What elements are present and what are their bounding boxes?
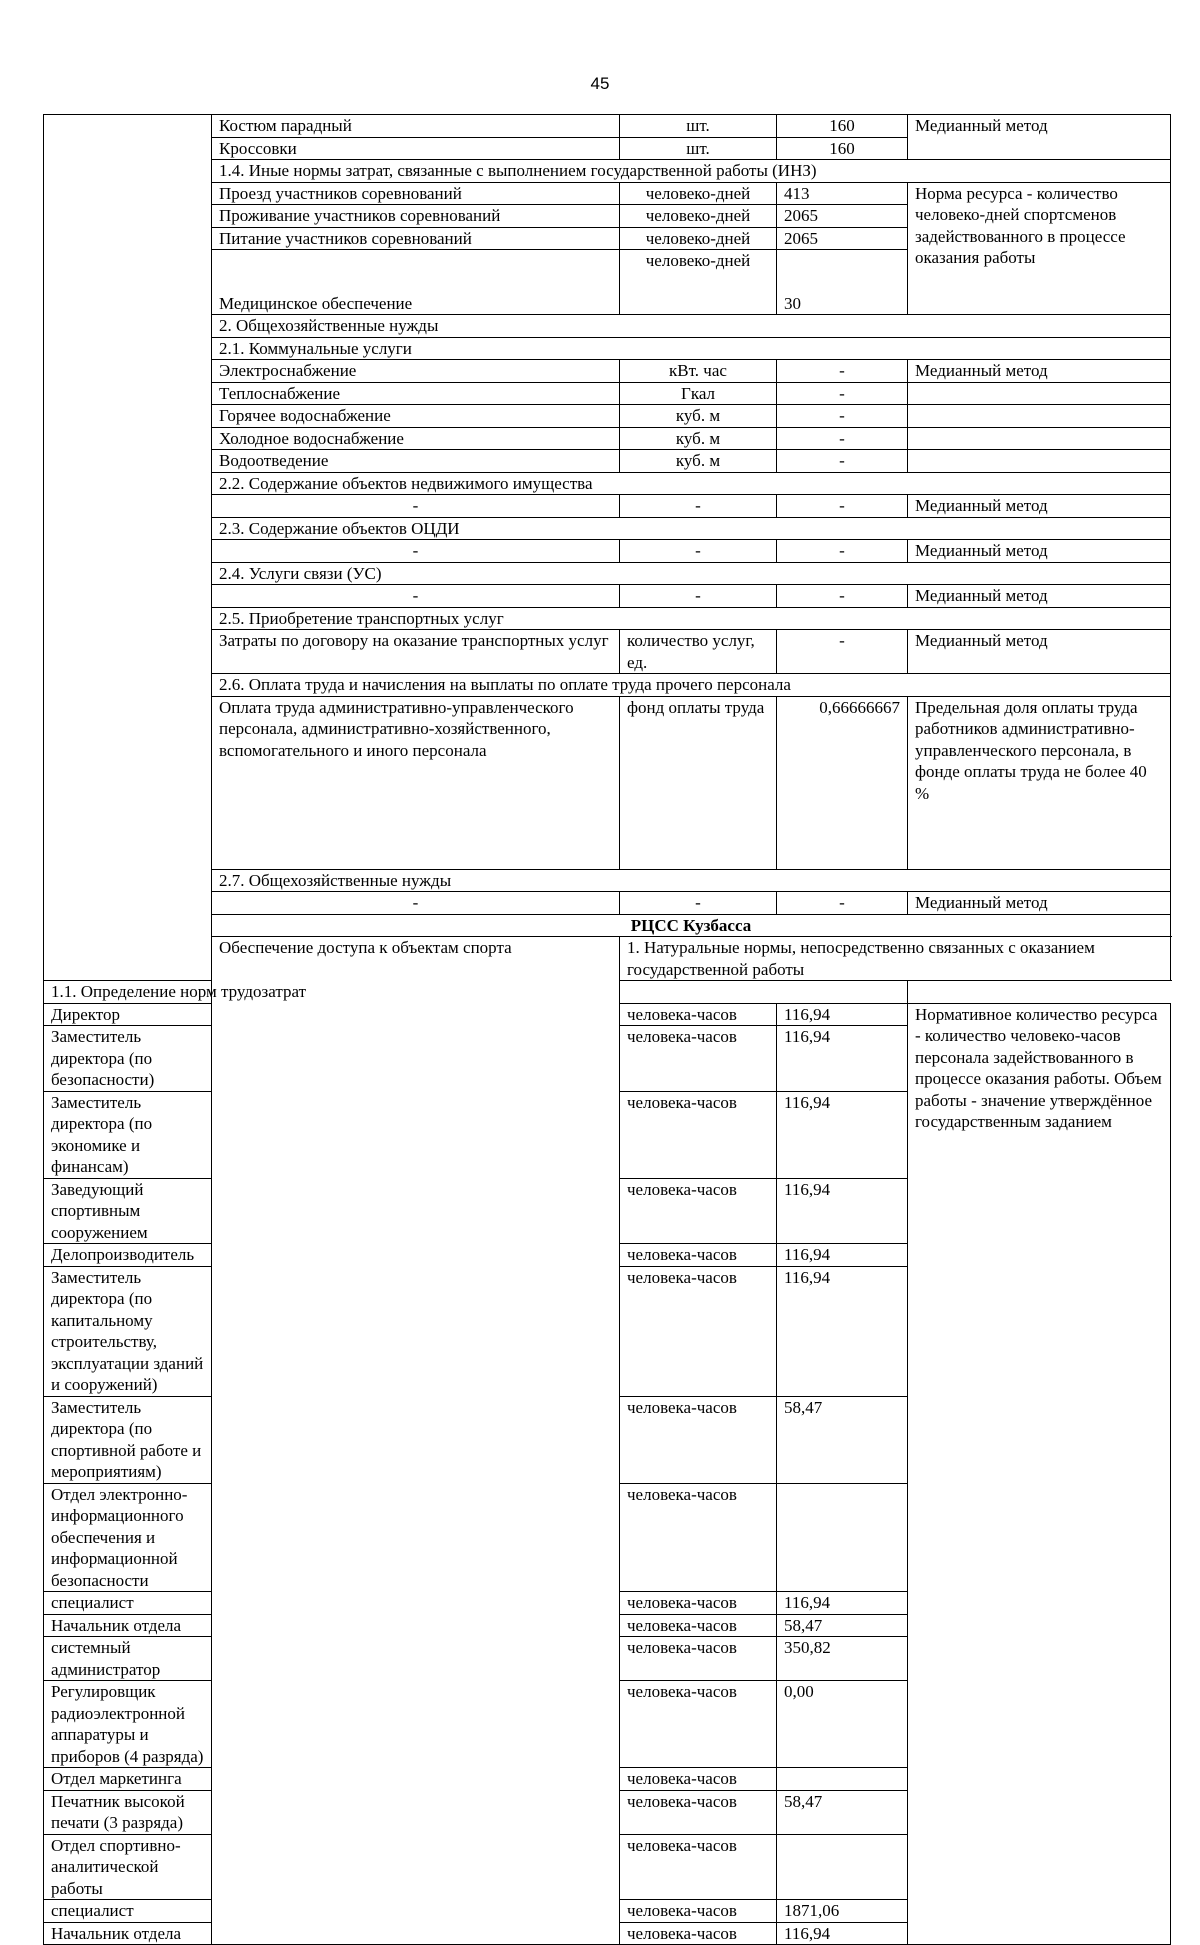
item-unit: человека-часов <box>620 1483 777 1592</box>
item-unit: куб. м <box>620 450 777 473</box>
table-row <box>44 517 1171 540</box>
item-unit: человека-часов <box>620 1768 777 1791</box>
item-unit: человека-часов <box>620 1003 777 1026</box>
item-name: Отдел спортивно-аналитической работы <box>44 1834 212 1900</box>
item-unit: человека-часов <box>620 1681 777 1768</box>
item-unit: - <box>620 892 777 915</box>
item-name: Печатник высокой печати (3 разряда) <box>44 1790 212 1834</box>
method-cell <box>908 427 1171 450</box>
subsection-heading: 2.6. Оплата труда и начисления на выплаты по оплате труда прочего персонала <box>212 674 1171 697</box>
section-heading: 2. Общехозяйственные нужды <box>212 315 1171 338</box>
item-unit: человека-часов <box>620 1592 777 1615</box>
table-row <box>44 937 1171 981</box>
table-row <box>44 182 1171 205</box>
item-value: 1871,06 <box>777 1900 908 1923</box>
item-unit: куб. м <box>620 405 777 428</box>
item-unit: шт. <box>620 137 777 160</box>
item-unit: человека-часов <box>620 1396 777 1483</box>
item-value <box>777 1768 908 1791</box>
item-value: - <box>777 892 908 915</box>
table-row <box>44 562 1171 585</box>
item-value <box>777 1834 908 1900</box>
method-cell <box>908 450 1171 473</box>
item-value: 2065 <box>777 205 908 228</box>
item-name: - <box>212 495 620 518</box>
item-name: Холодное водоснабжение <box>212 427 620 450</box>
item-value: 160 <box>777 137 908 160</box>
subsection-heading: 2.1. Коммунальные услуги <box>212 337 1171 360</box>
norms-table <box>43 114 1171 1945</box>
table-row <box>44 630 1171 674</box>
item-name: системный администратор <box>44 1637 212 1681</box>
item-value <box>777 1483 908 1592</box>
item-value: 58,47 <box>777 1790 908 1834</box>
table-row <box>44 382 1171 405</box>
item-value: - <box>777 585 908 608</box>
item-value: 116,94 <box>777 1178 908 1244</box>
table-row <box>44 360 1171 383</box>
method-cell: Медианный метод <box>908 360 1171 383</box>
item-unit: - <box>620 495 777 518</box>
item-unit: человека-часов <box>620 1244 777 1267</box>
method-cell: Медианный метод <box>908 540 1171 563</box>
subsection-heading: 2.5. Приобретение транспортных услуг <box>212 607 1171 630</box>
item-unit: человека-часов <box>620 1900 777 1923</box>
item-value: - <box>777 540 908 563</box>
item-value: 58,47 <box>777 1396 908 1483</box>
item-name: Заместитель директора (по экономике и финансам) <box>44 1091 212 1178</box>
subsection-heading: 2.3. Содержание объектов ОЦДИ <box>212 517 1171 540</box>
item-unit: человеко-дней <box>620 205 777 228</box>
section-title: РЦСС Кузбасса <box>212 914 1171 937</box>
item-name: Начальник отдела <box>44 1922 212 1945</box>
table-row <box>44 696 1171 869</box>
item-value: 116,94 <box>777 1026 908 1092</box>
item-name: Регулировщик радиоэлектронной аппаратуры и приборов (4 разряда) <box>44 1681 212 1768</box>
item-value: 0,66666667 <box>777 696 908 869</box>
item-value: - <box>777 405 908 428</box>
item-value: 116,94 <box>777 1922 908 1945</box>
item-unit: человека-часов <box>620 1091 777 1178</box>
item-name: Заместитель директора (по капитальному строительству, эксплуатации зданий и сооружений) <box>44 1266 212 1396</box>
item-value: - <box>777 360 908 383</box>
item-name: Делопроизводитель <box>44 1244 212 1267</box>
table-row <box>44 981 1171 1004</box>
method-cell: Норма ресурса - количество человеко-дней спортсменов задействованного в процессе оказания работы <box>908 182 1171 315</box>
method-cell <box>908 405 1171 428</box>
item-name: Заведующий спортивным сооружением <box>44 1178 212 1244</box>
method-cell: Медианный метод <box>908 115 1171 160</box>
item-value: 413 <box>777 182 908 205</box>
item-unit: человека-часов <box>620 1637 777 1681</box>
item-name: Отдел маркетинга <box>44 1768 212 1791</box>
item-name: Кроссовки <box>212 137 620 160</box>
item-name: - <box>212 585 620 608</box>
item-name: Проживание участников соревнований <box>212 205 620 228</box>
item-name: Затраты по договору на оказание транспортных услуг <box>212 630 620 674</box>
table-row <box>44 869 1171 892</box>
item-unit: человека-часов <box>620 1790 777 1834</box>
subsection-heading: 1.4. Иные нормы затрат, связанные с выполнением государственной работы (ИНЗ) <box>212 160 1171 183</box>
item-name: специалист <box>44 1592 212 1615</box>
item-unit: фонд оплаты труда <box>620 696 777 869</box>
category-cell-empty <box>44 115 212 981</box>
item-name: - <box>212 540 620 563</box>
item-name: Водоотведение <box>212 450 620 473</box>
item-value: 58,47 <box>777 1614 908 1637</box>
table-row <box>44 427 1171 450</box>
table-row <box>44 495 1171 518</box>
item-name: Заместитель директора (по спортивной работе и мероприятиям) <box>44 1396 212 1483</box>
table-row <box>44 540 1171 563</box>
method-cell: Медианный метод <box>908 630 1171 674</box>
item-value: 116,94 <box>777 1244 908 1267</box>
table-row <box>44 115 1171 138</box>
table-row <box>44 585 1171 608</box>
item-unit: человека-часов <box>620 1922 777 1945</box>
item-unit: - <box>620 585 777 608</box>
item-unit: человеко-дней <box>620 182 777 205</box>
subsection-heading: 2.4. Услуги связи (УС) <box>212 562 1171 585</box>
item-name: Теплоснабжение <box>212 382 620 405</box>
table-row <box>44 450 1171 473</box>
item-name: Проезд участников соревнований <box>212 182 620 205</box>
item-name: Заместитель директора (по безопасности) <box>44 1026 212 1092</box>
item-unit: человека-часов <box>620 1834 777 1900</box>
item-value: 160 <box>777 115 908 138</box>
item-name: специалист <box>44 1900 212 1923</box>
item-unit: человеко-дней <box>620 250 777 315</box>
item-name: Медицинское обеспечение <box>212 250 620 315</box>
item-name: Оплата труда административно-управленческого персонала, административно-хозяйственного, вспомогательного и иного персонала <box>212 696 620 869</box>
item-name: Питание участников соревнований <box>212 227 620 250</box>
table-row <box>44 892 1171 915</box>
item-value: 0,00 <box>777 1681 908 1768</box>
table-row <box>44 607 1171 630</box>
item-unit: Гкал <box>620 382 777 405</box>
item-unit: человека-часов <box>620 1266 777 1396</box>
item-value: - <box>777 630 908 674</box>
item-value: 350,82 <box>777 1637 908 1681</box>
item-name: Отдел электронно-информационного обеспечения и информационной безопасности <box>44 1483 212 1592</box>
item-value: 116,94 <box>777 1091 908 1178</box>
item-unit: человека-часов <box>620 1026 777 1092</box>
item-value: 2065 <box>777 227 908 250</box>
item-value: 30 <box>777 250 908 315</box>
item-name: - <box>212 892 620 915</box>
item-name: Электроснабжение <box>212 360 620 383</box>
category-cell: Обеспечение доступа к объектам спорта <box>212 937 620 1945</box>
item-value: - <box>777 450 908 473</box>
item-value: 116,94 <box>777 1592 908 1615</box>
item-value: - <box>777 495 908 518</box>
item-value: 116,94 <box>777 1266 908 1396</box>
subsection-heading: 2.7. Общехозяйственные нужды <box>212 869 1171 892</box>
table-row <box>44 914 1171 937</box>
item-name: Директор <box>44 1003 212 1026</box>
item-value: - <box>777 382 908 405</box>
method-cell: Медианный метод <box>908 495 1171 518</box>
item-value: 116,94 <box>777 1003 908 1026</box>
table-row <box>44 337 1171 360</box>
method-cell: Нормативное количество ресурса - количество человеко-часов персонала задействованного в процессе оказания работы. Объем работы - значение утверждённое государственным заданием <box>908 1003 1171 1945</box>
item-value: - <box>777 427 908 450</box>
item-unit: кВт. час <box>620 360 777 383</box>
item-unit: куб. м <box>620 427 777 450</box>
item-unit: - <box>620 540 777 563</box>
method-cell: Медианный метод <box>908 892 1171 915</box>
table-row <box>44 315 1171 338</box>
table-row <box>44 674 1171 697</box>
item-name: Костюм парадный <box>212 115 620 138</box>
page-number: 45 <box>590 74 610 93</box>
item-unit: человеко-дней <box>620 227 777 250</box>
section-heading: 1. Натуральные нормы, непосредственно связанных с оказанием государственной работы <box>620 937 1171 981</box>
method-cell: Предельная доля оплаты труда работников административно-управленческого персонала, в фонде оплаты труда не более 40 % <box>908 696 1171 869</box>
table-row <box>44 472 1171 495</box>
table-row <box>44 160 1171 183</box>
table-row <box>44 405 1171 428</box>
method-cell <box>908 382 1171 405</box>
item-name: Горячее водоснабжение <box>212 405 620 428</box>
item-unit: шт. <box>620 115 777 138</box>
item-name: Начальник отдела <box>44 1614 212 1637</box>
item-unit: человека-часов <box>620 1178 777 1244</box>
item-unit: количество услуг, ед. <box>620 630 777 674</box>
item-unit: человека-часов <box>620 1614 777 1637</box>
subsection-heading: 1.1. Определение норм трудозатрат <box>44 981 908 1004</box>
method-cell: Медианный метод <box>908 585 1171 608</box>
subsection-heading: 2.2. Содержание объектов недвижимого имущества <box>212 472 1171 495</box>
